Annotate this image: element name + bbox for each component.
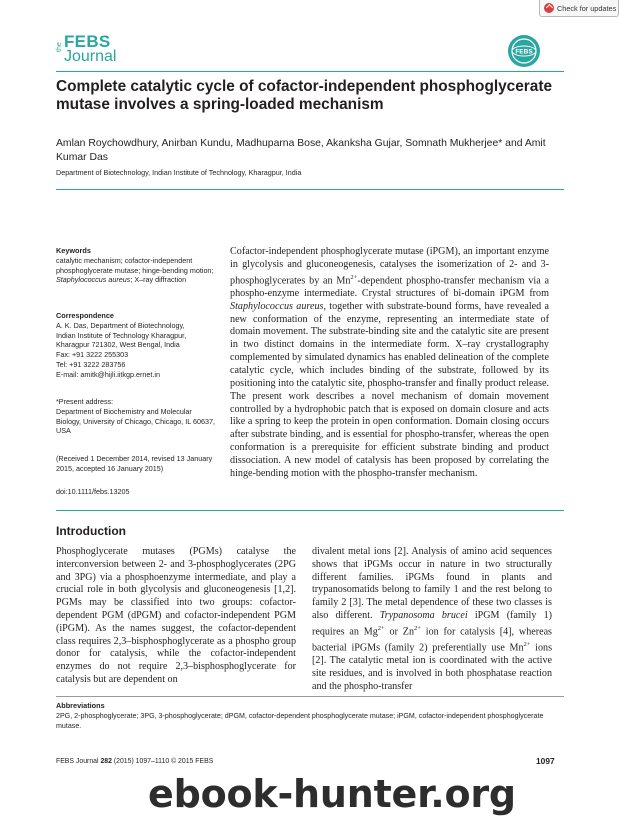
introduction-column-1: Phosphoglycerate mutases (PGMs) catalyse the interconversion between 2- and 3-phosphoglycerates (2PG and 3PG) via a phosphoenzyme intermediate, and play a crucial role in both glycolysis and gluconeogenesis [1,2]. PGMs may be classified into two groups: cofactor-dependent PGM (dPGM) and cofactor-independent PGM (iPGM). As the names suggest, the cofactor-dependent class requires 2,3–bisphosphoglycerate as a phospho group donor for catalysis, while the cofactor-independent enzymes do not require 2,3–bisphosphoglycerate for catalysis but are dependent on	[56, 546, 296, 685]
correspondence-line: Indian Institute of Technology Kharagpur,	[56, 330, 187, 340]
footer-citation: FEBS Journal 282 (2015) 1097–1110 © 2015 FEBS	[56, 758, 214, 765]
abbreviations-heading: Abbreviations	[56, 701, 105, 710]
author-list: Amlan Roychowdhury, Anirban Kundu, Madhuparna Bose, Akanksha Gujar, Somnath Mukherjee* and Amit Kumar Das	[56, 138, 546, 163]
logo-febs: FEBS	[64, 32, 111, 51]
journal-logo	[56, 32, 124, 66]
correspondence-fax: Fax: +91 3222 255303	[56, 350, 129, 360]
abstract: Cofactor-independent phosphoglycerate mutase (iPGM), an important enzyme in glycolysis and gluconeogenesis, catalyses the isomerization of 2- and 3-phosphoglycerates by an $Mn^{2+}$-dependent phospho-transfer mechanism via a phospho-enzyme intermediate. Crystal structures of bi-domain iPGM from Staphylococcus aureus, together with substrate-bound forms, have revealed a new conformation of the enzyme, representing an intermediate state of domain movement. The substrate-binding site and the catalytic site are present in two distinct domains in the intermediate form. X–ray crystallography complemented by simulated dynamics has enabled delineation of the complete catalytic cycle, which includes binding of the substrate, followed by its positioning into the catalytic site, phospho-transfer and finally product release. The present work describes a novel mechanism of domain movement controlled by a hydrophobic patch that is exposed on domain closure and acts like a spring to keep the protein in open conformation. Domain closing occurs after substrate binding, and is essential for phospho-transfer, whereas the open conformation is a prerequisite for efficient substrate binding and product dissociation. A new model of catalysis has been proposed by correlating the hinge-bending motion with the phospho-transfer mechanism.	[230, 246, 549, 479]
abstract-rule	[56, 510, 564, 511]
page-number: 1097	[536, 756, 555, 766]
keywords-text: catalytic mechanism; cofactor-independent phosphoglycerate mutase; hinge-bending motion; Staphylococcus aureus; X–ray diffraction	[56, 255, 214, 285]
correspondence-line: Kharagpur 721302, West Bengal, India	[56, 340, 180, 350]
present-address-text: Department of Biochemistry and Molecular Biology, University of Chicago, Chicago, IL 60637, USA	[56, 406, 216, 436]
keywords-species: Staphylococcus aureus	[56, 275, 131, 285]
check-for-updates-button[interactable]	[539, 0, 619, 17]
logo-the: the	[56, 42, 63, 52]
keywords-heading: Keywords	[56, 246, 91, 255]
abstract-species: Staphylococcus aureus	[230, 300, 324, 312]
footer-volume: 282	[100, 758, 112, 765]
abbreviations-text: 2PG, 2-phosphoglycerate; 3PG, 3-phosphoglycerate; dPGM, cofactor-dependent phosphoglycerate mutase; iPGM, cofactor-independent phosphoglycerate mutase.	[56, 712, 544, 730]
correspondence-email[interactable]: E-mail: amitk@hijli.iitkgp.ernet.in	[56, 369, 160, 379]
keywords-block	[56, 246, 216, 285]
received-dates: (Received 1 December 2014, revised 13 January 2015, accepted 16 January 2015)	[56, 454, 213, 473]
correspondence-tel: Tel: +91 3222 283756	[56, 359, 126, 369]
correspondence-heading: Correspondence	[56, 311, 114, 320]
present-address-block	[56, 397, 216, 436]
abbreviations-rule	[56, 696, 564, 697]
check-for-updates-label: Check for updates	[557, 3, 617, 13]
watermark: ebook-hunter.org	[148, 772, 516, 816]
doi[interactable]: doi:10.1111/febs.13205	[56, 487, 130, 496]
header-rule	[56, 71, 564, 72]
introduction-heading: Introduction	[56, 524, 126, 538]
affiliation: Department of Biotechnology, Indian Institute of Technology, Kharagpur, India	[56, 168, 302, 177]
affiliation-rule	[56, 189, 564, 190]
febs-emblem-icon	[507, 34, 541, 68]
present-address-heading: *Present address:	[56, 397, 114, 406]
logo-journal: Journal	[64, 48, 117, 65]
correspondence-line: A. K. Das, Department of Biotechnology,	[56, 320, 185, 330]
update-icon	[544, 3, 554, 13]
emblem-text: FEBS	[515, 48, 533, 56]
article-title: Complete catalytic cycle of cofactor-independent phosphoglycerate mutase involves a spring-loaded mechanism	[56, 78, 553, 113]
correspondence-block	[56, 311, 216, 380]
introduction-column-2: divalent metal ions [2]. Analysis of amino acid sequences shows that iPGMs occur in nature in two structurally different families. iPGMs found in plants and trypanosomatids belong to family 1 and the rest belong to family 2 [3]. The metal dependence of these two classes is also different. Trypanosoma brucei iPGM (family 1) requires an $Mg^{2+}$ or $Zn^{2+}$ ion for catalysis [4], whereas bacterial iPGMs (family 2) preferentially use $Mn^{2+}$ ions [2]. The catalytic metal ion is coordinated with the active site residues, and is involved in both phosphatase reaction and the phospho-transfer	[312, 546, 552, 692]
